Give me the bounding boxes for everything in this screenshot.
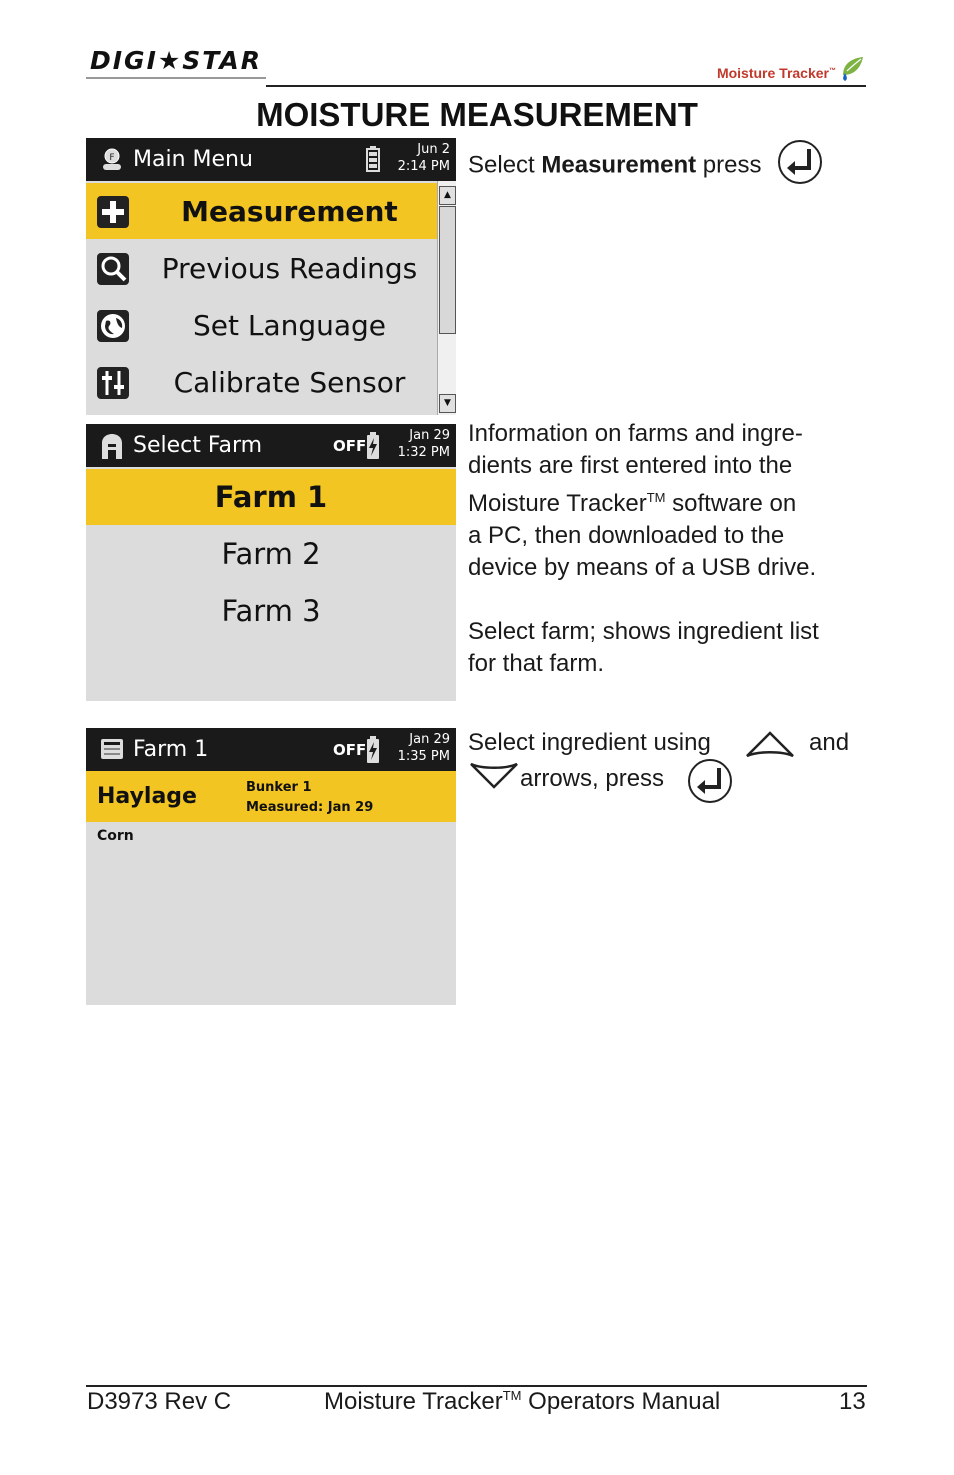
usb-status: OFF [333,435,383,457]
battery-icon [366,146,380,172]
footer-rule [86,1385,867,1387]
farm-barn-icon [100,433,124,459]
plus-icon [96,195,130,229]
main-menu-screen [86,138,456,415]
usb-status: OFF [333,739,383,761]
footer-manual-title: Moisture Tracker™ Operators Manual [324,1388,721,1415]
ingredient-measured: Measured: Jan 29 [246,800,374,815]
scroll-up-button[interactable]: ▲ [439,186,456,205]
screen-datetime: Jan 29 1:32 PM [397,428,450,460]
page-title: MOISTURE MEASUREMENT [256,96,698,133]
ingredient-item[interactable]: Corn [97,828,134,844]
screen-topbar [86,728,456,771]
menu-item-calibrate-sensor[interactable]: Calibrate Sensor [86,354,438,410]
ingredient-item-selected[interactable] [86,771,456,822]
farm-item-2[interactable]: Farm 2 [221,537,321,571]
farm-item-1[interactable]: Farm 1 [86,469,456,525]
select-farm-screen [86,424,456,701]
screen-title: Farm 1 [133,737,209,762]
farm-ingredients-screen [86,728,456,1005]
user-icon [100,147,124,171]
menu-scrollbar[interactable] [437,181,456,415]
ingredient-name: Haylage [97,784,197,809]
screen-title: Select Farm [133,433,263,458]
list-icon [100,737,124,761]
brand-underline [86,77,266,79]
svg-text:F: F [109,153,115,163]
scroll-down-button[interactable]: ▼ [439,394,456,413]
leaf-drop-icon [837,55,865,83]
globe-icon [96,309,130,343]
screen-topbar [86,424,456,467]
screen-datetime: Jan 29 1:35 PM [397,732,450,764]
screen-topbar [86,138,456,181]
battery-charging-icon [366,736,380,764]
sliders-icon [96,366,130,400]
menu-item-measurement[interactable]: Measurement [86,183,438,239]
enter-key-icon [776,138,824,186]
enter-key-icon [686,757,734,805]
up-arrow-icon [744,729,796,759]
screen-datetime: Jun 2 2:14 PM [397,142,450,174]
step1-description: Select Measurement press [468,146,868,186]
footer-page-number: 13 [839,1388,866,1415]
battery-charging-icon [366,432,380,460]
down-arrow-icon [468,761,520,791]
footer-doc-id: D3973 Rev C [87,1388,232,1415]
magnifier-icon [96,252,130,286]
farm-item-3[interactable]: Farm 3 [221,594,321,628]
digistar-logo: DIGI★STAR [90,46,263,75]
ingredient-location: Bunker 1 [246,780,312,795]
step3-description: Select ingredient using and arrows, press [468,727,868,801]
scroll-thumb[interactable] [439,206,456,334]
screen-title: Main Menu [133,147,253,172]
menu-item-set-language[interactable]: Set Language [86,297,438,353]
moisture-tracker-logo: Moisture Tracker™ [716,65,836,81]
step2-description: Information on farms and ingre- dients are first entered into the Moisture Tracker™ software on a PC, then downloaded to the device by means of a USB drive. Select farm; shows ingredient list for that farm. [468,420,819,677]
menu-item-previous-readings[interactable]: Previous Readings [86,240,438,296]
header-rule [266,85,866,87]
